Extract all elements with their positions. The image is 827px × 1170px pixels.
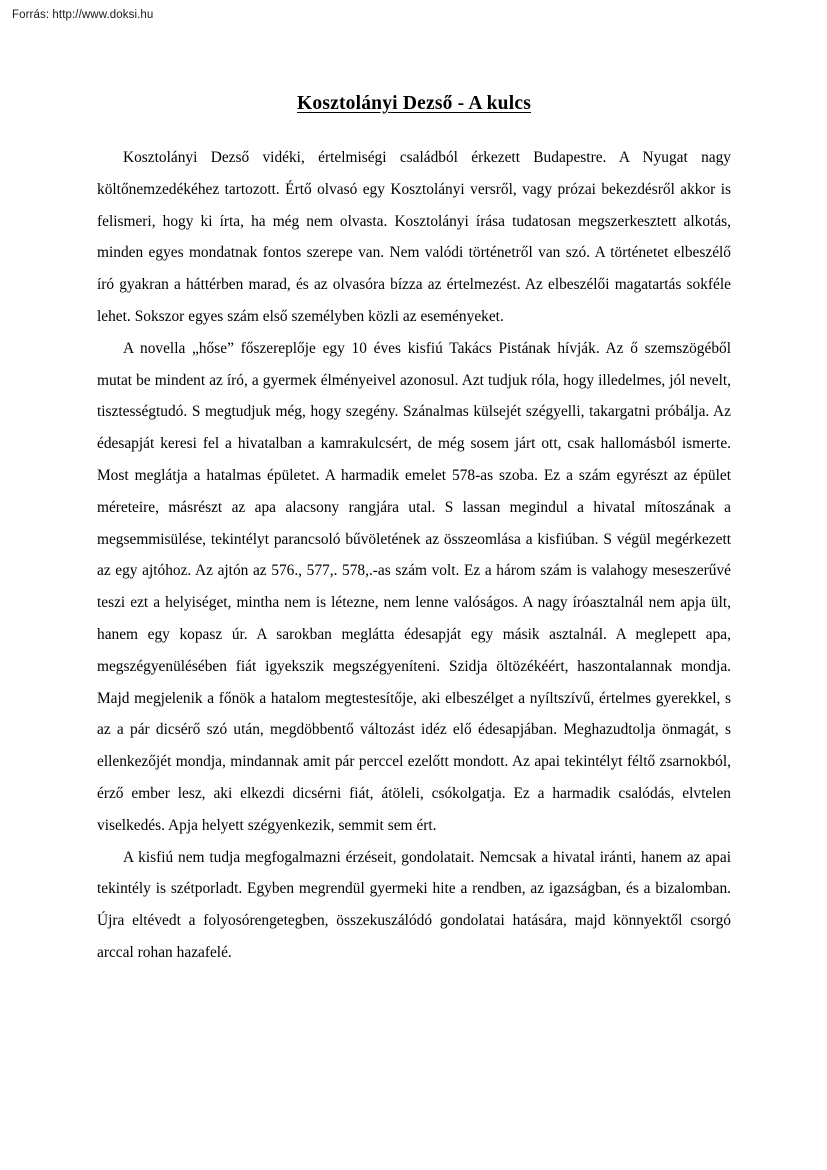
source-watermark-header: Forrás: http://www.doksi.hu (12, 9, 154, 21)
paragraph-1: Kosztolányi Dezső vidéki, értelmiségi családból érkezett Budapestre. A Nyugat nagy költőnemzedékéhez tartozott. Értő olvasó egy Kosztolányi versről, vagy prózai bekezdésről akkor is felismeri, hogy ki írta, ha még nem olvasta. Kosztolányi írása tudatosan megszerkesztett alkotás, minden egyes mondatnak fontos szerepe van. Nem valódi történetről van szó. A történetet elbeszélő író gyakran a háttérben marad, és az olvasóra bízza az értelmezést. Az elbeszélői magatartás sokféle lehet. Sokszor egyes szám első személyben közli az eseményeket. (97, 149, 731, 325)
document-title: Kosztolányi Dezső - A kulcs (297, 93, 531, 114)
paragraph-3: A kisfiú nem tudja megfogalmazni érzéseit, gondolatait. Nemcsak a hivatal iránti, hanem az apai tekintély is szétporladt. Egyben megrendül gyermeki hite a rendben, az igazságban, és a bizalomban. Újra eltévedt a folyosórengetegben, összekuszálódó gondolatai hatására, majd könnyektől csorgó arccal rohan hazafelé. (97, 848, 731, 961)
paragraph-2: A novella „hőse” főszereplője egy 10 éves kisfiú Takács Pistának hívják. Az ő szemszögéből mutat be mindent az író, a gyermek élményeivel azonosul. Azt tudjuk róla, hogy illedelmes, jól nevelt, tisztességtudó. S megtudjuk még, hogy szegény. Szánalmas külsejét szégyelli, takargatni próbálja. Az édesapját keresi fel a hivatalban a kamrakulcsért, de még sosem járt ott, csak hallomásból ismerte. Most meglátja a hatalmas épületet. A harmadik emelet 578-as szoba. Ez a szám egyrészt az épület méreteire, másrészt az apa alacsony rangjára utal. S lassan megindul a hivatal mítoszának a megsemmisülése, tekintélyt parancsoló bűvöletének az összeomlása a kisfiúban. S végül megérkezett az egy ajtóhoz. Az ajtón az 576., 577,. 578,.-as szám volt. Ez a három szám is valahogy meseszerűvé teszi ezt a helyiséget, mintha nem is létezne, nem lenne valóságos. A nagy íróasztalnál nem apja ült, hanem egy kopasz úr. A sarokban meglátta édesapját egy másik asztalnál. A meglepett apa, megszégyenülésében fiát igyekszik megszégyeníteni. Szidja öltözékéért, haszontalannak mondja. Majd megjelenik a főnök a hatalom megtestesítője, aki elbeszélget a nyíltszívű, értelmes gyerekkel, s az a pár dicsérő szó után, megdöbbentő változást idéz elő édesapjában. Meghazudtolja önmagát, s ellenkezőjét mondja, mindannak amit pár perccel ezelőtt mondott. Az apai tekintélyt féltő zsarnokból, érző ember lesz, aki elkezdi dicsérni fiát, átöleli, csókolgatja. Ez a harmadik csalódás, elvtelen viselkedés. Apja helyett szégyenkezik, semmit sem ért. (97, 339, 731, 834)
document-body (97, 92, 731, 969)
